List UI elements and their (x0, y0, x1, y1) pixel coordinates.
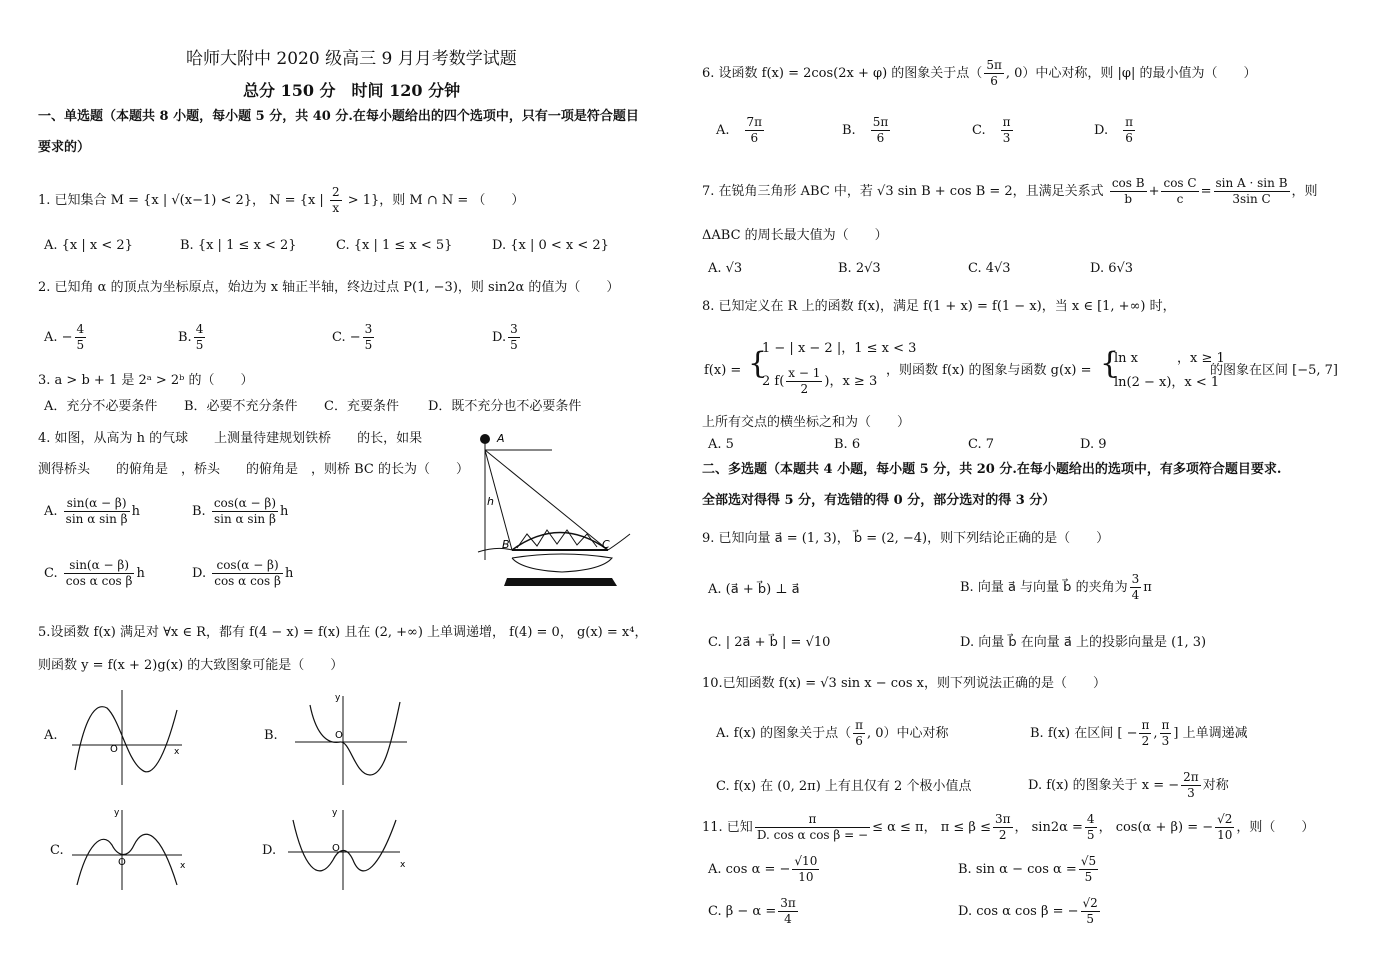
y-axis-label: y (114, 808, 120, 818)
q8-option-b[interactable]: B. 6 (834, 437, 861, 452)
q5-stem-cont: 则函数 y = f(x + 2)g(x) 的大致图象可能是（ ） (38, 658, 344, 673)
section1-heading: 一、单选题（本题共 8 小题，每小题 5 分，共 40 分.在每小题给出的四个选项中，只有一项是符合题目 (38, 109, 639, 124)
q5-graph-b[interactable] (295, 690, 415, 785)
origin-label: O (332, 843, 340, 854)
q7-option-b[interactable]: B. 2√3 (838, 261, 881, 276)
q10-option-a[interactable]: A. f(x) 的图象关于点（ $\frac{\pi}{6}$ , 0）中心对称 (716, 718, 949, 748)
y-axis-label: y (332, 808, 338, 818)
q3-option-c[interactable]: C．充要条件 (324, 399, 399, 414)
q8-option-c[interactable]: C. 7 (968, 437, 995, 452)
q11-option-a[interactable]: A. cos α = − $\frac{√10}{10}$ (708, 854, 818, 884)
q2-option-a[interactable]: A. − $\frac{4}{5}$ (44, 322, 85, 352)
q1-stem: 1. 已知集合 M = {x | √(x−1) < 2}， N = {x | $\frac{2}{x}$ > 1}，则 M ∩ N = （ ） (38, 185, 525, 215)
q7-stem-cont: ΔABC 的周长最大值为（ ） (702, 228, 888, 243)
q8-tail: 的图象在区间 [−5, 7] (1210, 363, 1338, 378)
q5-option-a-label[interactable]: A. (44, 728, 58, 743)
q2-stem: 2. 已知角 α 的顶点为坐标原点，始边为 x 轴正半轴，终边过点 P(1, −3)，则 sin2α 的值为（ ） (38, 280, 620, 295)
fig-label-b: B (502, 538, 510, 551)
x-axis-label: x (174, 747, 180, 757)
q11-option-b[interactable]: B. sin α − cos α = $\frac{√5}{5}$ (958, 854, 1097, 884)
q4-option-d[interactable]: D. $\frac{\cos(\alpha - \beta)}{\text{cos α cos β}}$ h (192, 558, 294, 588)
q10-stem: 10.已知函数 f(x) = √3 sin x − cos x，则下列说法正确的是（ ） (702, 676, 1107, 691)
q9-option-a[interactable]: A. (a⃗ + b⃗) ⊥ a⃗ (708, 582, 800, 597)
q1-option-a[interactable]: A. {x | x < 2} (44, 238, 133, 253)
x-axis-label: x (180, 861, 186, 871)
q6-option-b[interactable]: B. $\frac{5\pi}{6}$ (842, 115, 889, 145)
q6-stem: 6. 设函数 f(x) = 2cos(2x + φ) 的图象关于点（ $\frac{5\pi}{6}$ , 0）中心对称，则 |φ| 的最小值为（ ） (702, 58, 1257, 88)
q2-option-c[interactable]: C. − $\frac{3}{5}$ (332, 322, 373, 352)
q11-option-c[interactable]: C. β − α = $\frac{3\pi}{4}$ (708, 896, 796, 926)
q1-option-d[interactable]: D. {x | 0 < x < 2} (492, 238, 609, 253)
q10-option-d[interactable]: D. f(x) 的图象关于 x = − $\frac{2\pi}{3}$ 对称 (1028, 770, 1229, 800)
q8-stem-cont: 上所有交点的横坐标之和为（ ） (702, 415, 911, 430)
section2-heading-cont: 全部选对得得 5 分，有选错的得 0 分，部分选对的得 3 分） (702, 493, 1056, 508)
q5-graph-d[interactable] (288, 805, 413, 890)
fig-label-a: A (497, 432, 505, 445)
q1-option-b[interactable]: B. {x | 1 ≤ x < 2} (180, 238, 297, 253)
q8-option-d[interactable]: D. 9 (1080, 437, 1107, 452)
q3-option-b[interactable]: B．必要不充分条件 (184, 399, 298, 414)
q10-option-b[interactable]: B. f(x) 在区间 [ − $\frac{\pi}{2}$ , $\frac{\pi}{3}$ ] 上单调递减 (1030, 718, 1248, 748)
origin-label: O (335, 730, 343, 741)
q4-option-a[interactable]: A. $\frac{\sin(\alpha - \beta)}{\text{sin α sin β}}$ h (44, 496, 140, 526)
fig-label-h: h (487, 495, 494, 508)
q7-option-d[interactable]: D. 6√3 (1090, 261, 1134, 276)
q9-option-b[interactable]: B. 向量 a⃗ 与向量 b⃗ 的夹角为 $\frac{3}{4}$ π (960, 572, 1152, 602)
q6-option-a[interactable]: A. $\frac{7\pi}{6}$ (716, 115, 763, 145)
q1-option-c[interactable]: C. {x | 1 ≤ x < 5} (336, 238, 453, 253)
q7-option-a[interactable]: A. √3 (708, 261, 743, 276)
page-subtitle: 总分 150 分 时间 120 分钟 (243, 81, 461, 100)
q2-option-b[interactable]: B. $\frac{4}{5}$ (178, 322, 204, 352)
q5-option-d-label[interactable]: D. (262, 843, 277, 858)
q11-stem: 11. 已知 $\frac{\pi}{\text{D. cos α cos β = −}}$ ≤ α ≤ π， π ≤ β ≤ $\frac{3\pi}{2}$ ， sin2α = $\frac{4}{5}$ ， cos(α + β) = − $\frac{√2}{10}$ ，则（ ） (702, 812, 1315, 842)
q6-option-d[interactable]: D. $\frac{\pi}{6}$ (1094, 115, 1133, 145)
brace-icon: { (1100, 346, 1120, 381)
q11-option-d[interactable]: D. cos α cos β = − $\frac{√2}{5}$ (958, 896, 1098, 926)
q9-option-d[interactable]: D. 向量 b⃗ 在向量 a⃗ 上的投影向量是 (1, 3) (960, 635, 1207, 650)
q8-fx-label: f(x) = (704, 363, 742, 378)
q8-g-case2: ln(2 − x)，x < 1 (1114, 375, 1220, 390)
q3-option-a[interactable]: A．充分不必要条件 (44, 399, 158, 414)
q5-option-c-label[interactable]: C. (50, 843, 64, 858)
bridge-figure (472, 430, 632, 595)
q2-option-d[interactable]: D. $\frac{3}{5}$ (492, 322, 518, 352)
q8-mid: ，则函数 f(x) 的图象与函数 g(x) = (886, 363, 1092, 378)
section2-heading: 二、多选题（本题共 4 小题，每小题 5 分，共 20 分.在每小题给出的选项中，有多项符合题目要求. (702, 462, 1282, 477)
q4-option-c[interactable]: C. $\frac{\sin(\alpha - \beta)}{\text{cos α cos β}}$ h (44, 558, 145, 588)
q7-option-c[interactable]: C. 4√3 (968, 261, 1011, 276)
x-axis-label: x (400, 860, 406, 870)
page-title: 哈师大附中 2020 级高三 9 月月考数学试题 (186, 49, 517, 69)
origin-label: O (110, 744, 118, 755)
q5-graph-c[interactable] (72, 805, 192, 890)
q4-stem: 4. 如图，从高为 h 的气球 上测量待建规划铁桥 的长，如果 (38, 431, 423, 446)
q5-stem: 5.设函数 f(x) 满足对 ∀x ∈ R，都有 f(4 − x) = f(x) 且在 (2, +∞) 上单调递增， f(4) = 0， g(x) = x⁴， (38, 625, 648, 640)
q8-case1: 1 − | x − 2 |，1 ≤ x < 3 (762, 341, 917, 356)
q9-option-c[interactable]: C. | 2a⃗ + b⃗ | = √10 (708, 635, 831, 650)
q8-g-case1: ln x ，x ≥ 1 (1114, 351, 1225, 366)
y-axis-label: y (335, 693, 341, 703)
q3-option-d[interactable]: D．既不充分也不必要条件 (428, 399, 582, 414)
q6-option-c[interactable]: C. $\frac{\pi}{3}$ (972, 115, 1011, 145)
q3-stem: 3. a > b + 1 是 2ᵃ > 2ᵇ 的（ ） (38, 373, 254, 388)
q7-stem: 7. 在锐角三角形 ABC 中，若 √3 sin B + cos B = 2，且满足关系式 $\frac{\text{cos B}}{b}$ + $\frac{\text{cos C}}{c}$ = $\frac{\text{sin A · sin B}}{\text{3sin C}}$ ，则 (702, 176, 1318, 206)
q8-option-a[interactable]: A. 5 (708, 437, 734, 452)
origin-label: O (118, 857, 126, 868)
q8-case2: 2 f( $\frac{x - 1}{2}$ )，x ≥ 3 (762, 366, 878, 396)
q8-stem: 8. 已知定义在 R 上的函数 f(x)，满足 f(1 + x) = f(1 − x)，当 x ∈ [1, +∞) 时， (702, 299, 1176, 314)
fig-label-c: C (602, 538, 610, 551)
q5-graph-a[interactable] (72, 690, 192, 785)
brace-icon: { (748, 346, 768, 381)
q4-option-b[interactable]: B. $\frac{\cos(\alpha - \beta)}{\text{sin α sin β}}$ h (192, 496, 289, 526)
q5-option-b-label[interactable]: B. (264, 728, 278, 743)
q4-stem-cont: 测得桥头 的俯角是 ，桥头 的俯角是 ，则桥 BC 的长为（ ） (38, 462, 470, 477)
section1-heading-cont: 要求的） (38, 140, 91, 155)
q9-stem: 9. 已知向量 a⃗ = (1, 3)， b⃗ = (2, −4)，则下列结论正确的是（ ） (702, 531, 1110, 546)
q10-option-c[interactable]: C. f(x) 在 (0, 2π) 上有且仅有 2 个极小值点 (716, 779, 972, 794)
